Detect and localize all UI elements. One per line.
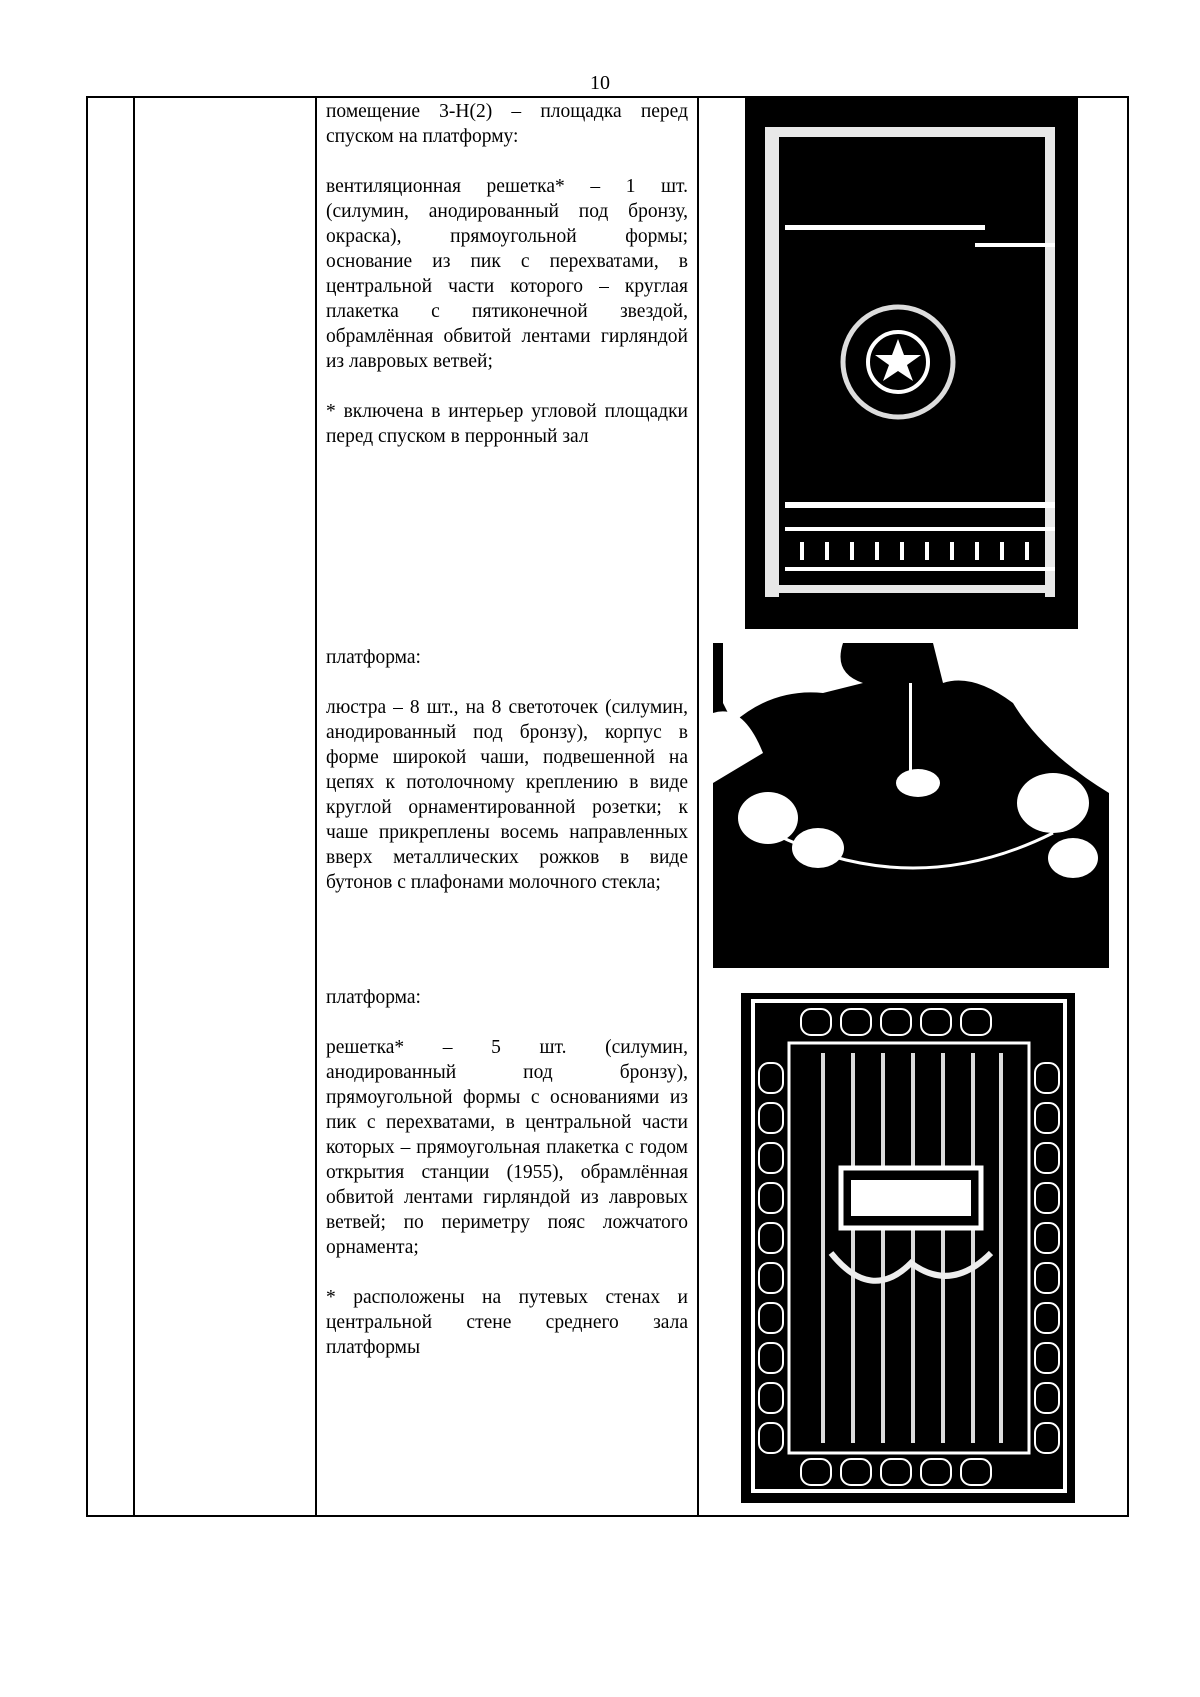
grille-photo (741, 993, 1075, 1503)
section-location: платформа: (326, 647, 421, 668)
section-chandelier-text (326, 645, 688, 895)
page-number: 10 (590, 72, 610, 94)
column-divider (133, 96, 135, 1517)
chandelier-photo (713, 643, 1109, 968)
section-description: люстра – 8 шт., на 8 светоточек (силумин, анодированный под бронзу), корпус в форме широкой чаши, подвешенной на цепях к потолочному креплению в виде круглой орнаментированной розетки; к чаше прикреплены восемь направленных вверх металлических рожков в виде бутонов с плафонами молочного стекла; (326, 697, 688, 893)
section-note: * расположены на путевых стенах и центральной стене среднего зала платформы (326, 1287, 688, 1358)
column-divider (315, 96, 317, 1517)
section-note: * включена в интерьер угловой площадки перед спуском в перронный зал (326, 401, 688, 447)
section-location: платформа: (326, 987, 421, 1008)
section-location: помещение 3-Н(2) – площадка перед спуском на платформу: (326, 101, 688, 147)
section-description: вентиляционная решетка* – 1 шт. (силумин, анодированный под бронзу, окраска), прямоугольной формы; основание из пик с перехватами, в центральной части которого – круглая плакетка с пятиконечной звездой, обрамлённая обвитой лентами гирляндой из лавровых ветвей; (326, 176, 688, 372)
section-ventilation-grille-text (326, 99, 688, 449)
column-divider (697, 96, 699, 1517)
section-grille-text (326, 985, 688, 1360)
ventilation-grille-photo (745, 97, 1078, 629)
section-description: решетка* – 5 шт. (силумин, анодированный под бронзу), прямоугольной формы с основаниями из пик с перехватами, в центральной части которых – прямоугольная плакетка с годом открытия станции (1955), обрамлённая обвитой лентами гирляндой из лавровых ветвей; по периметру пояс ложчатого орнамента; (326, 1037, 688, 1258)
